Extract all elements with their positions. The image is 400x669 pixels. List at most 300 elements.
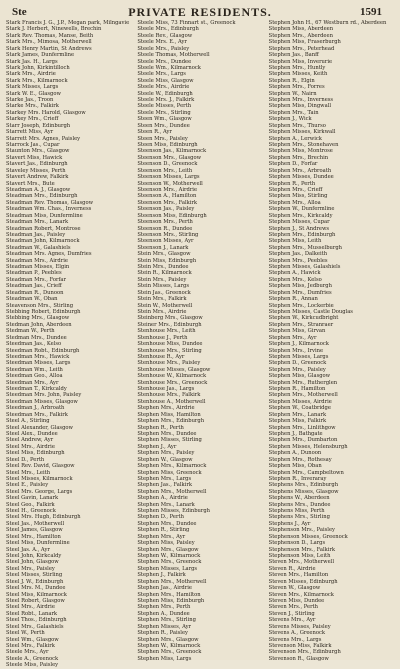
directory-entry: Steenson Jas., Kilmarnock xyxy=(137,148,207,155)
directory-entry: Stenhouse Mrs., Leith xyxy=(137,328,196,335)
directory-entry: Staveley Misses, Perth xyxy=(6,167,66,174)
directory-entry: Steel Robt., Lanark xyxy=(6,610,58,617)
directory-entry: Stephens Mrs., Stirling xyxy=(268,514,330,521)
directory-entry: Stenhouse R., Ayr xyxy=(137,353,185,360)
directory-entry: Steadman Mrs., Forfar xyxy=(6,276,66,283)
directory-entry: Stephen Miss, Montrose xyxy=(268,148,333,155)
directory-entry: Staunton Mrs., Glasgow xyxy=(6,148,70,155)
directory-entry: Steen Wm., Glasgow xyxy=(137,116,192,123)
directory-entry: Stephen Miss, Inverurie xyxy=(268,58,333,65)
directory-entry: Stedman Mrs., Dundee xyxy=(6,334,67,341)
directory-entry: Stephen R., Perth xyxy=(137,424,184,431)
directory-entry: Stein R., Kilmarnock xyxy=(137,270,192,277)
directory-entry: Stephen Mrs., Lockerbie xyxy=(268,302,334,309)
directory-entry: Steele Mrs. E., Ayr xyxy=(137,39,187,46)
directory-entry: Steedman Mrs., Ayr xyxy=(6,379,59,386)
directory-entry: Stephen Mrs., Glasgow xyxy=(137,636,199,643)
directory-entry: Steen R., Ayr xyxy=(137,129,172,136)
directory-entry: Steadman Mrs., Airdrie xyxy=(6,257,68,264)
directory-entry: Steel Mrs., Airdrie xyxy=(6,443,55,450)
directory-entry: Stephen Mrs., Motherwell xyxy=(137,578,207,585)
directory-entry: Stephen Mrs., Aberdeen xyxy=(268,32,333,39)
directory-entry: Steele W., Edinburgh xyxy=(137,90,193,97)
directory-entry: Stephen Misses, Castle Douglas xyxy=(268,308,353,315)
directory-entry: Stephen Miss, Hamilton xyxy=(137,411,201,418)
directory-entry: Stephen R., Hamilton xyxy=(268,386,326,393)
directory-entry: Stephens Miss, Perth xyxy=(268,508,325,515)
directory-entry: Steavenson Mrs., Stirling xyxy=(6,302,74,309)
directory-entry: Stephen Mrs., Kirkcaldy xyxy=(268,212,333,219)
directory-entry: Steel Mrs. George, Largs xyxy=(6,488,73,495)
directory-entry: Steedman Geo., Alloa xyxy=(6,373,63,380)
directory-entry: Steel Miss, Kilmarnock xyxy=(6,591,67,598)
directory-entry: Steenson Mrs., Falkirk xyxy=(137,199,198,206)
directory-entry: Steel Mrs., Galashiels xyxy=(6,623,64,630)
directory-entry: Stephen Mrs., Motherwell xyxy=(268,392,338,399)
directory-entry: Steel Misses, Stirling xyxy=(6,572,63,579)
directory-entry: Starkey Mrs., Crieff xyxy=(6,116,59,123)
directory-entry: Steven Misses, Edinburgh xyxy=(268,578,338,585)
directory-entry: Stenhouse Mrs., Stirling xyxy=(137,347,202,354)
directory-entry: Steven Mrs., Hamilton xyxy=(268,572,329,579)
directory-entry: Stephen Mrs., Airdrie xyxy=(137,405,195,412)
directory-entry: Stephen Mrs., Brechin xyxy=(268,154,329,161)
directory-entry: Steele Miss, Glasgow xyxy=(137,77,194,84)
directory-entry: Stephen Mrs., Irvine xyxy=(268,347,324,354)
directory-entry: Stephen Mrs., Largs xyxy=(137,475,192,482)
directory-entry: Steenson R., Dundee xyxy=(137,225,193,232)
directory-entry: Steenson Misses, Ayr xyxy=(137,238,194,245)
directory-entry: Stephen A., Airdrie xyxy=(137,495,188,502)
directory-entry: Stenhouse J., Perth xyxy=(137,334,188,341)
directory-entry: Steadman John, Kilmarnock xyxy=(6,238,80,245)
directory-entry: Stephen Mrs., Dundee xyxy=(137,520,197,527)
directory-entry: Stephen Mrs., Linlithgow xyxy=(268,424,336,431)
directory-entry: Stephen Mrs., Inverness xyxy=(268,97,334,104)
directory-entry: Stenhouse W., Kilmarnock xyxy=(137,373,207,380)
directory-entry: Steven Miss, Dundee xyxy=(268,597,325,604)
directory-entry: Steedman Wm., Leith xyxy=(6,366,63,373)
directory-entry: Stephen Mrs., Ayr xyxy=(268,334,317,341)
directory-entry: Stedman W., Perth xyxy=(6,328,55,335)
directory-entry: Starrett Miss, Ayr xyxy=(6,129,54,136)
directory-entry: Steenson Misses, Largs xyxy=(137,174,200,181)
directory-entry: Steel Jas., Motherwell xyxy=(6,520,65,527)
directory-entry: Steadman Rev. Thomas, Glasgow xyxy=(6,199,94,206)
directory-entry: Steenson Mrs., Perth xyxy=(137,219,193,226)
directory-entry: Stenhouse Mrs., Paisley xyxy=(137,360,201,367)
directory-entry: Stephen A., Hawick xyxy=(268,270,321,277)
directory-entry: Stephen Mrs., Alloa xyxy=(268,199,321,206)
directory-entry: Stenhouse Mrs., Greenock xyxy=(137,379,208,386)
directory-entry: Stephen Misses, Keith xyxy=(268,71,328,78)
directory-entry: Stephen D., Forfar xyxy=(268,161,318,168)
directory-entry: Stephen Miss, Stirling xyxy=(268,193,328,200)
directory-entry: Stephen J., Bathgate xyxy=(268,431,323,437)
directory-entry: Stephen Misses, Airdrie xyxy=(268,398,332,405)
directory-entry: Stephen Mrs., Ayr xyxy=(137,533,186,540)
directory-entry: Steel Mrs. Hugh, Edinburgh xyxy=(6,514,81,521)
directory-entry: Stephen Misses, Ayr xyxy=(137,623,192,630)
directory-entry: Stephen R., Inveraray xyxy=(268,475,327,482)
directory-entry: Stephen Misses, Stirling xyxy=(137,437,202,444)
directory-entry: Stephen J., Ayr xyxy=(137,443,177,450)
directory-entry: Stephen Mrs., Rothesay xyxy=(268,456,332,463)
directory-entry: Stephenson D., Largs xyxy=(268,540,326,547)
directory-entry: Steadman Jas., Crieff xyxy=(6,283,62,290)
directory-entry: Steadman Wm. Chas., Inverness xyxy=(6,206,92,213)
directory-entry: Stephens Mrs., Edinburgh xyxy=(268,482,339,489)
directory-entry: Stephen Miss, Greenock xyxy=(137,469,202,476)
directory-entry: Steedman Mrs., Falkirk xyxy=(6,411,68,418)
directory-entry: Stephen R., Stirling xyxy=(137,527,190,534)
directory-entry: Stephen W., Kilmarnock xyxy=(137,553,201,560)
directory-entry: Stephen Mrs., Lanark xyxy=(137,501,195,508)
directory-entry: Stephen Mrs., Glasgow xyxy=(137,546,199,553)
directory-entry: Stark Misses, Largs xyxy=(6,84,59,91)
directory-entry: Steele Miss, Paisley xyxy=(6,662,59,669)
directory-entry: Stark Mrs., Mimosa, Motherwell xyxy=(6,39,92,46)
directory-entry: Stein Misses, Largs xyxy=(137,283,190,290)
directory-entry: Stevens Misses, Paisley xyxy=(268,623,331,630)
directory-entry: Stephen W., Glasgow xyxy=(137,456,193,463)
page-title: PRIVATE RESIDENTS. xyxy=(128,5,272,19)
page-number: 1591 xyxy=(360,6,382,18)
directory-entry: Steel Mrs. M., Dundee xyxy=(6,585,66,592)
directory-entry: Stephen Misses, Edinburgh xyxy=(137,508,210,515)
directory-entry: Stephen A., Dundee xyxy=(137,610,190,617)
directory-entry: Stephen R., Annan xyxy=(268,296,318,303)
directory-entry: Stephens Misses, Glasgow xyxy=(268,488,339,495)
directory-entry: Steel Mrs., Falkirk xyxy=(6,642,55,649)
directory-entry: Stebbing Robert, Edinburgh xyxy=(6,308,81,315)
directory-entry: Steenson Mrs., Glasgow xyxy=(137,154,202,161)
directory-entry: Stein Mrs., Falkirk xyxy=(137,296,187,303)
directory-entry: Stenhouse Mrs., Falkirk xyxy=(137,392,201,399)
directory-entry: Stephen R., Paisley xyxy=(137,630,188,637)
directory-entry: Steenson J., Lanark xyxy=(137,244,189,251)
directory-entry: Stephen Misses, Dundee xyxy=(268,174,334,181)
directory-entry: Stephens J., Ayr xyxy=(268,520,311,527)
directory-entry: Steel Mrs., Paisley xyxy=(6,565,55,572)
directory-entry: Stephen A., Lerwick xyxy=(268,135,322,142)
directory-entry: Stephen R., Elgin xyxy=(268,77,315,84)
directory-entry: Stephen Misses, Largs xyxy=(268,353,329,360)
directory-entry: Stedman John, Aberdeen xyxy=(6,321,72,328)
directory-entry: Stark Mrs., Kilmarnock xyxy=(6,77,68,84)
directory-entry: Stephen Mrs., Peebles xyxy=(268,257,328,264)
directory-entry: Steadman Jas., Paisley xyxy=(6,231,66,238)
directory-entry: Steel John, Glasgow xyxy=(6,559,59,566)
directory-entry: Stephen Mrs., Kelso xyxy=(268,276,322,283)
directory-entry: Steel Andrew, Ayr xyxy=(6,437,54,444)
directory-entry: Stephen Mrs., Perth xyxy=(137,604,191,611)
directory-entry: Stephen Mrs., Lanark xyxy=(268,411,327,418)
directory-entry: Starke Jas., Troon xyxy=(6,97,54,104)
directory-entry: Stephen W., Nairn xyxy=(268,90,317,97)
directory-entry: Stephen Mrs., Motherwell xyxy=(137,488,207,495)
directory-entry: Steele Miss, 73 Finnart st., Greenock xyxy=(137,20,236,26)
directory-entry: Stephen Mrs., Peterhead xyxy=(268,45,335,52)
directory-entry: Stephen Jas., Dalkeith xyxy=(268,251,328,258)
directory-entry: Stephen W., Kilmarnock xyxy=(137,642,201,649)
directory-entry: Stein W., Motherwell xyxy=(137,302,193,309)
directory-entry: Steele Mrs., Largs xyxy=(137,71,186,78)
directory-entry: Steadman Robert, Montrose xyxy=(6,225,81,232)
directory-entry: Stephen Jas., Airdrie xyxy=(137,585,192,592)
directory-entry: Steele Mrs., Ayr xyxy=(6,649,49,656)
directory-entry: Steiner Mrs., Edinburgh xyxy=(137,321,202,328)
directory-entry: Starrett Mrs. Agnes, Paisley xyxy=(6,135,81,142)
directory-entry: Stephen Mrs., Paisley xyxy=(268,366,326,373)
directory-entry: Steven J., Stirling xyxy=(268,610,315,617)
directory-entry: Stephen Miss, Edinburgh xyxy=(137,597,205,604)
directory-entry: Stein Jas., Greenock xyxy=(137,289,191,296)
directory-entry: Stein Mrs., Airdrie xyxy=(137,308,187,315)
directory-entry: Stephen Misses, Galashiels xyxy=(268,264,341,271)
column-3 xyxy=(268,20,394,662)
directory-entry: Stevenson R., Glasgow xyxy=(268,655,329,662)
directory-entry: Steadman P., Peebles xyxy=(6,270,62,277)
directory-entry: Steele Mrs., Airdrie xyxy=(137,84,190,91)
directory-entry: Stephen Mrs., Greenock xyxy=(137,559,202,566)
directory-entry: Stephen Mrs., Stranraer xyxy=(268,321,334,328)
directory-entry: Steel Mrs., Leith xyxy=(6,469,51,476)
directory-entry: Steele Misses, Perth xyxy=(137,103,192,110)
directory-entry: Stark John, Kirkintilloch xyxy=(6,64,70,71)
directory-entry: Stephen Mrs., Paisley xyxy=(137,450,195,457)
directory-entry: Steel Miss, Dunfermline xyxy=(6,540,70,547)
directory-entry: Steele Rev., Glasgow xyxy=(137,32,193,39)
directory-entry: Stephen Miss, Oban xyxy=(268,463,322,470)
directory-entry: Steen Mrs., Paisley xyxy=(137,135,188,142)
directory-entry: Stephenson Mrs., Paisley xyxy=(268,527,335,534)
directory-entry: Stephen Misses, Largs xyxy=(137,565,198,572)
directory-entry: Steenson A., Hamilton xyxy=(137,193,197,200)
directory-entry: Starr Joseph, Edinburgh xyxy=(6,122,71,129)
directory-entry: Stephen Jas., Banff xyxy=(268,52,319,59)
directory-entry: Stephen W., Dunfermline xyxy=(268,206,335,213)
directory-entry: Stephen R., Perth xyxy=(268,180,316,187)
directory-entry: Stephen Mrs., Rutherglen xyxy=(268,379,338,386)
directory-entry: Stavert Miss, Hawick xyxy=(6,154,63,161)
directory-entry: Steel Alex., Dundee xyxy=(6,431,58,437)
directory-entry: Stavert Mrs., Bute xyxy=(6,180,55,187)
directory-entry: Steele Mrs., Stirling xyxy=(137,109,191,116)
directory-entry: Stephen W., Kirkcudbright xyxy=(268,315,339,322)
directory-entry: Stevenson Mrs., Edinburgh xyxy=(268,649,341,656)
directory-entry: Steadman W., Galashiels xyxy=(6,244,71,251)
directory-entry: Steenson W., Motherwell xyxy=(137,180,203,187)
directory-entry: Steenson D., Greenock xyxy=(137,161,198,168)
directory-entry: Stephen Misses, Cupar xyxy=(268,219,330,226)
directory-entry: Steel Mrs., Hamilton xyxy=(6,533,61,540)
directory-entry: Stenhouse A., Motherwell xyxy=(137,398,206,405)
directory-entry: Steel A., Stirling xyxy=(6,418,50,425)
directory-entry: Steel Mrs., Airdrie xyxy=(6,604,55,611)
directory-entry: Stevens A., Greenock xyxy=(268,630,325,637)
directory-entry: Stark James, Dunfermline xyxy=(6,52,75,59)
directory-entry: Steedman Misses, Glasgow xyxy=(6,398,78,405)
directory-entry: Steel J. W., Edinburgh xyxy=(6,578,64,585)
directory-entry: Stephen Mrs., Dundee xyxy=(137,431,197,437)
directory-entry: Stephenson Misses, Greenock xyxy=(268,533,348,540)
directory-entry: Stephen J., Kilmarnock xyxy=(268,341,329,348)
column-2 xyxy=(137,20,262,662)
directory-entry: Stephen Mrs., Campbeltown xyxy=(268,469,344,476)
directory-entry: Steel James, Glasgow xyxy=(6,527,63,534)
directory-entry: Stephen J., St Andrews xyxy=(268,225,330,232)
directory-entry: Steel Thos., Edinburgh xyxy=(6,617,67,624)
directory-entry: Steenson Mrs., Airdrie xyxy=(137,186,198,193)
directory-entry: Steedman T., Kirkcaldy xyxy=(6,386,67,393)
directory-entry: Stenhouse Miss, Dundee xyxy=(137,341,203,348)
directory-entry: Steadman A. J., Glasgow xyxy=(6,186,71,193)
directory-entry: Steele Thomas, Motherwell xyxy=(137,52,210,59)
directory-entry: Steadman Mrs., Edinburgh xyxy=(6,193,78,200)
directory-entry: Steel Jas. A., Ayr xyxy=(6,546,50,553)
directory-entry: Steel Miss, Edinburgh xyxy=(6,450,65,457)
directory-entry: Stenhouse Misses, Glasgow xyxy=(137,366,211,373)
directory-entry: Steedman Mrs., Hawick xyxy=(6,353,70,360)
directory-entry: Steel Wm., Glasgow xyxy=(6,636,59,643)
directory-entry: Stephen Mrs., Dumbarton xyxy=(268,437,338,444)
directory-entry: Steven Mrs., Kilmarnock xyxy=(268,591,334,598)
directory-entry: Steedman Mrs. John, Paisley xyxy=(6,392,82,399)
directory-entry: Stephen John H., 67 Westburn rd., Aberdeen xyxy=(268,20,387,26)
directory-entry: Stephen Miss, Fraserburgh xyxy=(268,39,341,46)
directory-entry: Steedman Robt., Edinburgh xyxy=(6,347,80,354)
directory-entry: Stephen Miss, Largs xyxy=(137,655,192,662)
directory-entry: Steven Mrs., Perth xyxy=(268,604,318,611)
directory-entry: Starrock Jas., Cupar xyxy=(6,142,60,149)
directory-entry: Stark Francis J. G., J.P., Megan park, Milngavie xyxy=(6,20,130,26)
directory-entry: Stephen Mrs., Stirling xyxy=(137,617,196,624)
directory-entry: Stein Mrs., Paisley xyxy=(137,276,187,283)
directory-entry: Steenson Jas., Paisley xyxy=(137,206,195,213)
directory-entry: Stephen Miss, Dingwall xyxy=(268,103,332,110)
directory-entry: Stark J. Herbert, Ninewells, Brechin xyxy=(6,26,102,33)
directory-entry: Steadman Mrs., Lanark xyxy=(6,219,69,226)
directory-entry: Steinberg Mrs., Glasgow xyxy=(137,315,203,322)
directory-entry: Steel Geo., Falkirk xyxy=(6,501,55,508)
directory-entry: Stark W. E., Glasgow xyxy=(6,90,61,97)
directory-entry: Stein Mrs., Glasgow xyxy=(137,251,191,258)
directory-entry: Steele Wm., Kilmarnock xyxy=(137,64,201,71)
directory-entry: Steele Mrs., Dundee xyxy=(137,58,192,65)
directory-entry: Steadman R., Dunoon xyxy=(6,289,64,296)
page-header xyxy=(6,4,394,20)
directory-entry: Stephen W., Coatbridge xyxy=(268,405,331,412)
directory-entry: Steedman Jas., Kelso xyxy=(6,341,62,348)
directory-entry: Steel D., Perth xyxy=(6,456,45,463)
directory-entry: Steedman J., Arbroath xyxy=(6,405,65,412)
directory-entry: Stevens Mrs., Largs xyxy=(268,636,322,643)
directory-entry: Stevenson Miss, Falkirk xyxy=(268,642,332,649)
directory-entry: Steele Mrs., Paisley xyxy=(137,45,190,52)
directory-entry: Starke Mrs., Falkirk xyxy=(6,103,59,110)
directory-entry: Steele A., Greenock xyxy=(6,655,59,662)
directory-entry: Stephen J., Wick xyxy=(268,116,312,123)
directory-entry: Stephen D., Greenock xyxy=(268,360,327,367)
directory-entry: Steel W., Perth xyxy=(6,630,45,637)
directory-entry: Steadman Misses, Elgin xyxy=(6,264,70,271)
directory-entry: Stephen Mrs., Musselburgh xyxy=(268,244,342,251)
directory-entry: Stephen Mrs., Forres xyxy=(268,84,325,91)
directory-entry: Stephen Mrs., Thurso xyxy=(268,122,326,129)
directory-entry: Stephen Misses, Kirkwall xyxy=(268,129,336,136)
directory-entry: Steel John, Kirkcaldy xyxy=(6,553,62,560)
directory-entry: Stavert Jas., Edinburgh xyxy=(6,161,68,168)
directory-entry: Steadman W., Oban xyxy=(6,296,58,303)
directory-entry: Stephen Miss, Falkirk xyxy=(268,418,327,425)
directory-entry: Starkey Mrs. Harold, Glasgow xyxy=(6,109,86,116)
directory-entry: Stephen Mrs., Edinburgh xyxy=(268,231,336,238)
directory-entry: Stephen Mrs., Edinburgh xyxy=(137,418,205,425)
directory-entry: Stein Mrs., Dundee xyxy=(137,264,189,271)
directory-entry: Steenson Mrs., Leith xyxy=(137,167,193,174)
directory-entry: Steadman Miss, Dunfermline xyxy=(6,212,83,219)
directory-entry: Stephen Miss, Jedburgh xyxy=(268,283,332,290)
directory-entry: Steel Alexander, Glasgow xyxy=(6,424,73,431)
directory-entry: Stephenson Miss, Leith xyxy=(268,553,331,560)
directory-entry: Stark Rev. Thomas, Manse, Beith xyxy=(6,32,94,39)
directory-entry: Steen Miss, Edinburgh xyxy=(137,142,198,149)
directory-entry: Steel Misses, Kilmarnock xyxy=(6,475,73,482)
directory-entry: Stebbing Mrs., Glasgow xyxy=(6,315,70,322)
directory-entry: Steel E., Paisley xyxy=(6,482,49,489)
directory-entry: Stephen Miss, Glasgow xyxy=(268,373,331,380)
directory-entry: Stephen Mrs., Kilmarnock xyxy=(137,463,207,470)
directory-entry: Steenson Mrs., Stirling xyxy=(137,231,199,238)
directory-entry: Stephen Mrs., Arbroath xyxy=(268,167,332,174)
directory-entry: Stephen Mrs., Huntly xyxy=(268,64,326,71)
directory-entry: Stephen J., Falkirk xyxy=(137,572,186,579)
directory-entry: Stephen Miss, Aberdeen xyxy=(268,26,334,33)
directory-entry: Stephen Mrs., Dumfries xyxy=(268,289,332,296)
directory-entry: Steedman Misses, Largs xyxy=(6,360,71,367)
directory-entry: Stephens W., Aberdeen xyxy=(268,495,330,502)
directory-entry: Stephen Mrs., Greenock xyxy=(137,649,202,656)
directory-entry: Stenhouse Jas., Largs xyxy=(137,386,195,393)
directory-entry: Stephen Mrs., Hamilton xyxy=(137,591,201,598)
directory-entry: Steel H., Greenock xyxy=(6,508,56,515)
directory-entry: Steven R., Airdrie xyxy=(268,565,316,572)
directory-entry: Stephen D., Perth xyxy=(137,514,184,521)
directory-entry: Stephen Misses, Helensburgh xyxy=(268,443,348,450)
directory-entry: Stephen Mrs., Tain xyxy=(268,109,319,116)
directory-entry: Stephen Jas., Falkirk xyxy=(137,482,192,489)
directory-entry: Stephen Miss, Girvan xyxy=(268,328,326,335)
directory-entry: Stephen Miss, Leith xyxy=(268,238,322,245)
directory-entry: Stephenson Mrs., Falkirk xyxy=(268,546,336,553)
directory-entry: Stevens Mrs., Ayr xyxy=(268,617,316,624)
directory-entry: Stephen Miss, Paisley xyxy=(137,540,195,547)
directory-entry: Stein Miss, Edinburgh xyxy=(137,257,197,264)
directory-entry: Steel Robert, Glasgow xyxy=(6,597,65,604)
directory-entry: Stark Jas. H., Largs xyxy=(6,58,58,65)
directory-entry: Stark Mrs., Airdrie xyxy=(6,71,56,78)
header-left-code: Ste xyxy=(12,6,27,18)
directory-entry: Steele Mrs., Edinburgh xyxy=(137,26,199,33)
directory-entry: Steven Mrs., Motherwell xyxy=(268,559,334,566)
directory-entry: Steel Rev. David, Glasgow xyxy=(6,463,75,470)
directory-entry: Stephen A., Dunoon xyxy=(268,450,322,457)
directory-entry: Steel Gavin, Lanark xyxy=(6,495,59,502)
directory-entry: Steenson Miss, Edinburgh xyxy=(137,212,207,219)
directory-entry: Steadman Mrs. Agnes, Dumfries xyxy=(6,251,92,258)
directory-entry: Steele Mrs. J., Falkirk xyxy=(137,97,195,104)
